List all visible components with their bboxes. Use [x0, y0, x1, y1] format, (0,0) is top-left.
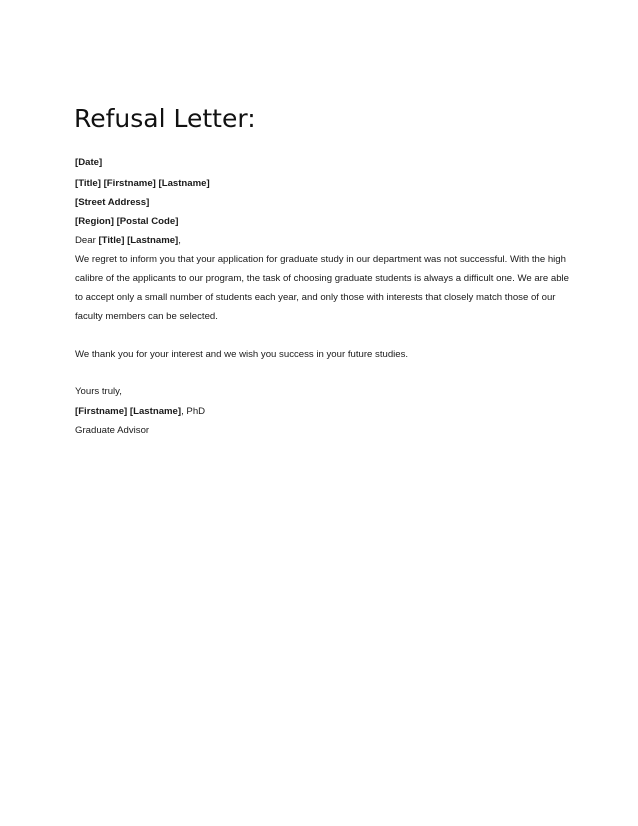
date-placeholder: [Date]	[75, 157, 103, 168]
signer-title: Graduate Advisor	[75, 425, 150, 436]
closing: Yours truly,	[75, 386, 122, 397]
region-postal-placeholder: [Region] [Postal Code]	[75, 216, 179, 227]
street-address-placeholder: [Street Address]	[75, 197, 150, 208]
signer-suffix: , PhD	[181, 406, 206, 417]
salutation-name: [Title] [Lastname]	[98, 235, 179, 246]
body-paragraph-1-line-3: to accept only a small number of students each year, and only those with interests that closely match those of our	[75, 292, 556, 303]
body-paragraph-2: We thank you for your interest and we wish you success in your future studies.	[75, 349, 409, 360]
letter-title: Refusal Letter:	[74, 104, 256, 133]
body-paragraph-1-line-4: faculty members can be selected.	[75, 311, 218, 322]
body-paragraph-1-line-2: calibre of the applicants to our program, the task of choosing graduate students is always a difficult one. We are able	[75, 273, 570, 284]
signer-line	[75, 405, 205, 418]
body-paragraph-1-line-1: We regret to inform you that your application for graduate study in our department was not successful. With the high	[75, 254, 566, 265]
recipient-name-placeholder: [Title] [Firstname] [Lastname]	[75, 178, 210, 189]
salutation	[75, 234, 181, 247]
signer-name: [Firstname] [Lastname]	[75, 406, 182, 417]
salutation-suffix: ,	[178, 235, 181, 246]
salutation-prefix: Dear	[75, 235, 99, 246]
